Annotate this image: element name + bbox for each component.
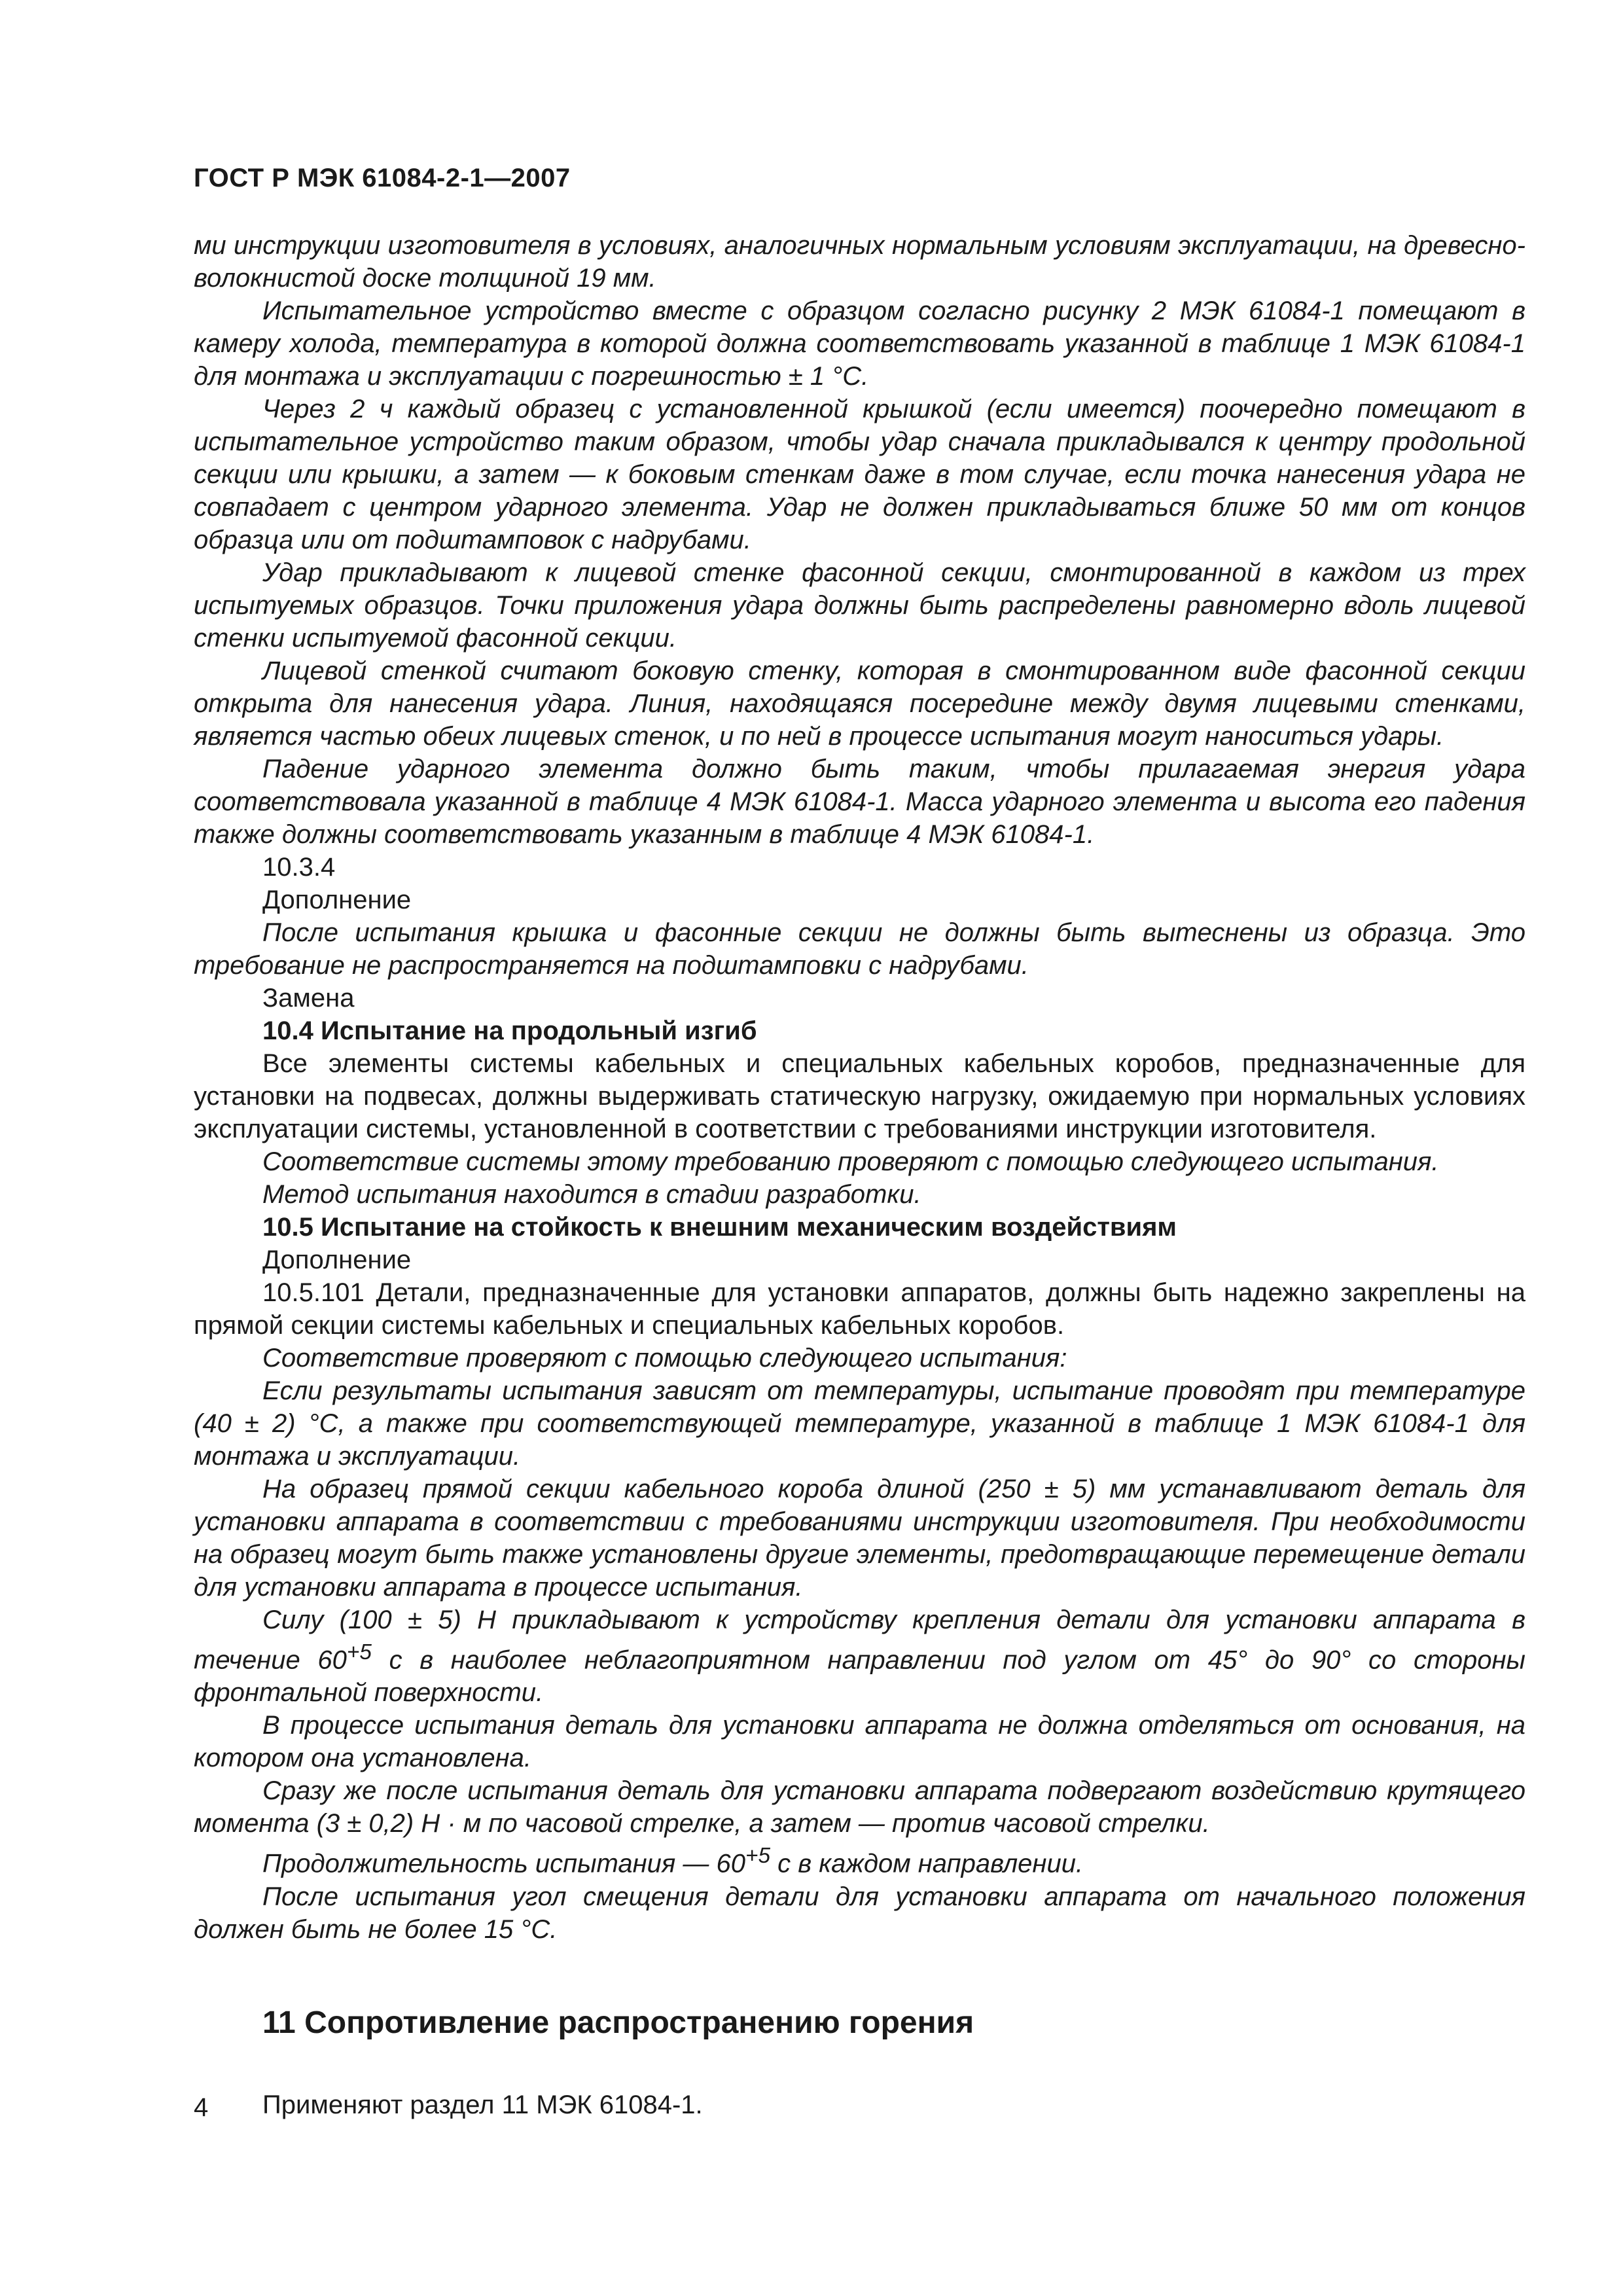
paragraph-static-load: Все элементы системы кабельных и специальных кабельных коробов, предназначенные для установки на подвесах, должны выдерживать статическую нагрузку, ожидаемую при нормальных условиях эксплуатации системы, установленной в соответствии с требованиями инструкции изготовителя. <box>194 1049 1525 1143</box>
paragraph-displacement: После испытания угол смещения детали для установки аппарата от начального положения должен быть не более 15 °С. <box>194 1882 1525 1944</box>
clause-title-10-5: 10.5 Испытание на стойкость к внешним механическим воздействиям <box>262 1213 1177 1242</box>
paragraph-compliance-check: Соответствие системы этому требованию проверяют с помощью следующего испытания. <box>262 1147 1439 1176</box>
paragraph-section-11: Применяют раздел 11 МЭК 61084-1. <box>262 2090 703 2119</box>
paragraph-continuation: ми инструкции изготовителя в условиях, аналогичных нормальным условиям эксплуатации, на древесно-волокнистой доске толщиной 19 мм. <box>194 231 1525 293</box>
clause-number-10-3-4: 10.3.4 <box>262 853 336 882</box>
paragraph-torque: Сразу же после испытания деталь для установки аппарата подвергают воздействию крутящего момента (3 ± 0,2) Н · м по часовой стрелке, а затем — против часовой стрелки. <box>194 1776 1525 1839</box>
paragraph-method-status: Метод испытания находится в стадии разработки. <box>262 1180 921 1209</box>
paragraph-impact-face: Удар прикладывают к лицевой стенке фасонной секции, смонтированной в каждом из трех испытуемых образцов. Точки приложения удара должны быть распределены равномерно вдоль лицевой стенки испытуемой фасонной секции. <box>194 558 1525 653</box>
paragraph-impact-order: Через 2 ч каждый образец с установленной крышкой (если имеется) поочередно помещают в испытательное устройство таким образом, чтобы удар сначала прикладывался к центру продольной секции или крышки, а затем — к боковым стенкам даже в том случае, если точка нанесения удара не совпадает с центром ударного элемента. Удар не должен прикладываться ближе 50 мм от концов образца или от подштамповок с надрубами. <box>194 395 1525 554</box>
clause-title-10-4: 10.4 Испытание на продольный изгиб <box>262 1016 757 1045</box>
page-number: 4 <box>194 2093 209 2122</box>
paragraph-cold-chamber: Испытательное устройство вместе с образцом согласно рисунку 2 МЭК 61084-1 помещают в камеру холода, температура в которой должна соответствовать указанной в таблице 1 МЭК 61084-1 для монтажа и эксплуатации с погрешностью ± 1 °С. <box>194 296 1525 391</box>
duration-text-end: с в каждом направлении. <box>770 1849 1084 1878</box>
paragraph-impact-energy: Падение ударного элемента должно быть таким, чтобы прилагаемая энергия удара соответствовала указанной в таблице 4 МЭК 61084-1. Масса ударного элемента и высота его падения также должны соответствовать указанным в таблице 4 МЭК 61084-1. <box>194 755 1525 849</box>
addition-label: Дополнение <box>262 886 412 914</box>
force-text-end: с в наиболее неблагоприятном направлении под углом от 45° до 90° со стороны фронтальной поверхности. <box>194 1645 1525 1708</box>
force-text-start: Силу (100 ± 5) Н прикладывают к устройству крепления детали для установки аппарата в течение 60 <box>194 1605 1525 1675</box>
paragraph-sample-setup: На образец прямой секции кабельного короба длиной (250 ± 5) мм устанавливают деталь для установки аппарата в соответствии с требованиями инструкции изготовителя. При необходимости на образец могут быть также установлены другие элементы, предотвращающие перемещение детали для установки аппарата в процессе испытания. <box>194 1475 1525 1602</box>
force-tolerance: +5 <box>346 1640 372 1664</box>
paragraph-detachment: В процессе испытания деталь для установки аппарата не должна отделяться от основания, на котором она установлена. <box>194 1711 1525 1773</box>
paragraph-10-5-101: 10.5.101 Детали, предназначенные для установки аппаратов, должны быть надежно закреплены на прямой секции системы кабельных и специальных кабельных коробов. <box>194 1278 1525 1340</box>
paragraph-temperature: Если результаты испытания зависят от температуры, испытание проводят при температуре (40 ± 2) °С, а также при соответствующей температуре, указанной в таблице 1 МЭК 61084-1 для монтажа и эксплуатации. <box>194 1376 1525 1471</box>
duration-tolerance: +5 <box>745 1844 770 1869</box>
addition-label: Дополнение <box>262 1246 412 1274</box>
paragraph-after-test: После испытания крышка и фасонные секции не должны быть вытеснены из образца. Это требование не распространяется на подштамповки с надрубами. <box>194 918 1525 980</box>
paragraph-face-definition: Лицевой стенкой считают боковую стенку, которая в смонтированном виде фасонной секции открыта для нанесения удара. Линия, находящаяся посередине между двумя лицевыми стенками, является частью обеих лицевых стенок, и по ней в процессе испытания могут наноситься удары. <box>194 656 1525 751</box>
duration-text-start: Продолжительность испытания — 60 <box>262 1849 745 1878</box>
paragraph-force <box>194 1604 1525 1709</box>
document-body <box>194 229 1525 2121</box>
standard-header: ГОСТ Р МЭК 61084-2-1—2007 <box>194 164 571 192</box>
replacement-label: Замена <box>262 984 355 1013</box>
paragraph-duration <box>194 1840 1525 1880</box>
paragraph-compliance-test: Соответствие проверяют с помощью следующего испытания: <box>262 1344 1067 1372</box>
section-title-11: 11 Сопротивление распространению горения <box>262 2005 974 2040</box>
